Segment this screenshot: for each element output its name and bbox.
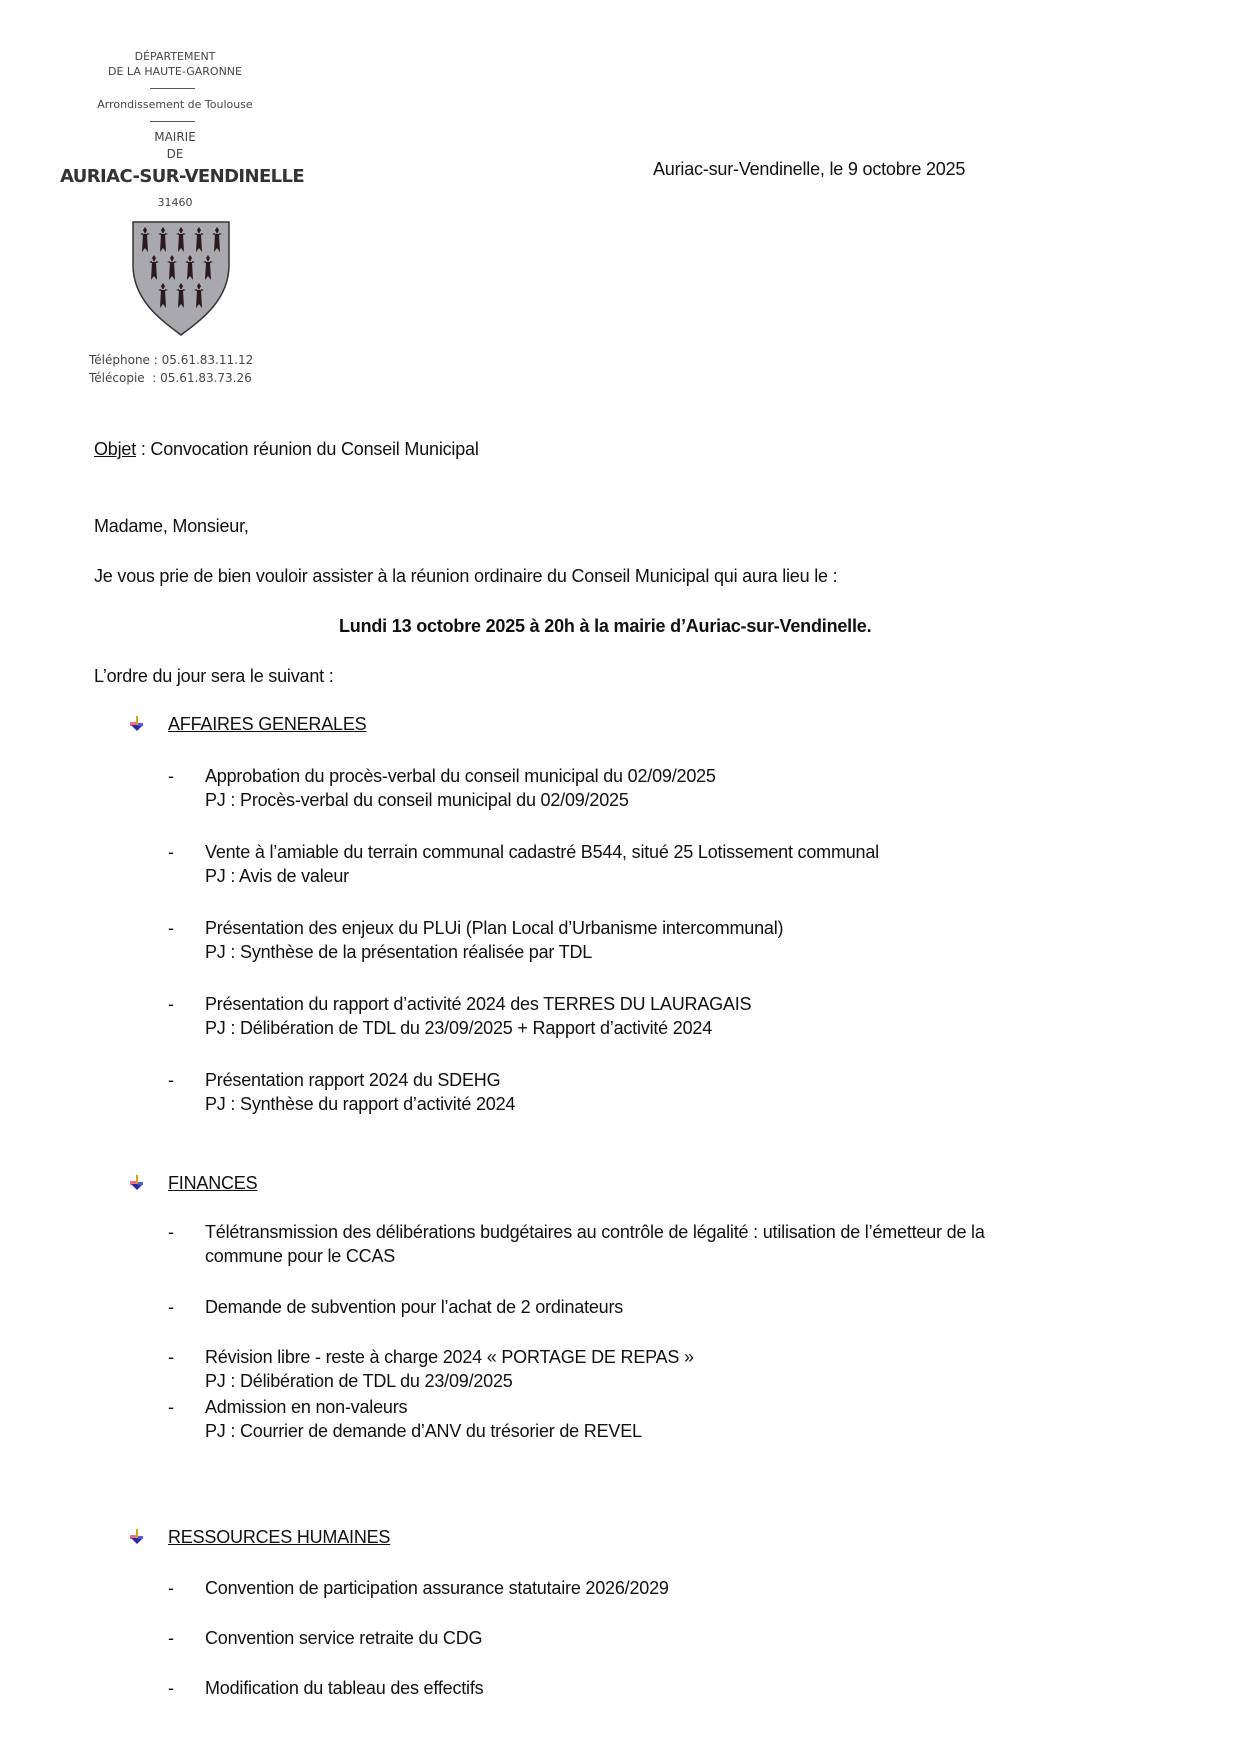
list-dash: - xyxy=(168,766,174,786)
postal-code: 31460 xyxy=(157,196,193,209)
list-dash: - xyxy=(168,1397,174,1417)
attachment-note: PJ : Synthèse de la présentation réalisée par TDL xyxy=(205,942,593,962)
agenda-item: Télétransmission des délibérations budgétaires au contrôle de légalité : utilisation de l’émetteur de la xyxy=(205,1222,985,1242)
list-dash: - xyxy=(168,1578,174,1598)
section-title: FINANCES xyxy=(168,1173,258,1193)
subject-line xyxy=(94,438,479,460)
agenda-item: Modification du tableau des effectifs xyxy=(205,1678,484,1698)
section-title: RESSOURCES HUMAINES xyxy=(168,1527,391,1547)
agenda-intro: L’ordre du jour sera le suivant : xyxy=(94,666,334,686)
list-dash: - xyxy=(168,994,174,1014)
agenda-item: Présentation rapport 2024 du SDEHG xyxy=(205,1070,501,1090)
agenda-item-continuation: commune pour le CCAS xyxy=(205,1246,396,1266)
agenda-item: Demande de subvention pour l’achat de 2 ordinateurs xyxy=(205,1297,624,1317)
agenda-item: Présentation des enjeux du PLUi (Plan Local d’Urbanisme intercommunal) xyxy=(205,918,784,938)
attachment-note: PJ : Procès-verbal du conseil municipal du 02/09/2025 xyxy=(205,790,629,810)
down-arrow-bullet-icon xyxy=(128,715,146,733)
coat-of-arms-icon xyxy=(131,220,231,337)
attachment-note: PJ : Délibération de TDL du 23/09/2025 + Rapport d’activité 2024 xyxy=(205,1018,713,1038)
subject-label: Objet xyxy=(94,439,137,459)
telephone: Téléphone : 05.61.83.11.12 xyxy=(89,353,254,367)
agenda-item: Présentation du rapport d’activité 2024 des TERRES DU LAURAGAIS xyxy=(205,994,752,1014)
attachment-note: PJ : Synthèse du rapport d’activité 2024 xyxy=(205,1094,516,1114)
date-line: Auriac-sur-Vendinelle, le 9 octobre 2025 xyxy=(653,159,966,179)
list-dash: - xyxy=(168,1070,174,1090)
list-dash: - xyxy=(168,918,174,938)
divider xyxy=(150,121,195,122)
intro-paragraph: Je vous prie de bien vouloir assister à la réunion ordinaire du Conseil Municipal qui aura lieu le : xyxy=(94,566,838,586)
meeting-details: Lundi 13 octobre 2025 à 20h à la mairie d’Auriac-sur-Vendinelle. xyxy=(339,616,872,636)
list-dash: - xyxy=(168,1347,174,1367)
attachment-note: PJ : Avis de valeur xyxy=(205,866,349,886)
list-dash: - xyxy=(168,842,174,862)
subject-text: : Convocation réunion du Conseil Municipal xyxy=(136,439,479,459)
de-label: DE xyxy=(166,147,184,161)
agenda-item: Révision libre - reste à charge 2024 « PORTAGE DE REPAS » xyxy=(205,1347,694,1367)
attachment-note: PJ : Délibération de TDL du 23/09/2025 xyxy=(205,1371,513,1391)
agenda-item: Vente à l’amiable du terrain communal cadastré B544, situé 25 Lotissement communal xyxy=(205,842,879,862)
department-line-2: DE LA HAUTE-GARONNE xyxy=(108,65,242,78)
arrondissement: Arrondissement de Toulouse xyxy=(97,98,253,111)
agenda-item: Admission en non-valeurs xyxy=(205,1397,408,1417)
list-dash: - xyxy=(168,1678,174,1698)
attachment-note: PJ : Courrier de demande d’ANV du trésorier de REVEL xyxy=(205,1421,642,1441)
down-arrow-bullet-icon xyxy=(128,1174,146,1192)
divider xyxy=(150,88,195,89)
agenda-item: Approbation du procès-verbal du conseil municipal du 02/09/2025 xyxy=(205,766,716,786)
list-dash: - xyxy=(168,1297,174,1317)
salutation: Madame, Monsieur, xyxy=(94,516,249,536)
commune-name: AURIAC-SUR-VENDINELLE xyxy=(60,166,305,187)
agenda-item: Convention service retraite du CDG xyxy=(205,1628,483,1648)
list-dash: - xyxy=(168,1628,174,1648)
down-arrow-bullet-icon xyxy=(128,1528,146,1546)
section-title: AFFAIRES GENERALES xyxy=(168,714,367,734)
agenda-item: Convention de participation assurance statutaire 2026/2029 xyxy=(205,1578,669,1598)
list-dash: - xyxy=(168,1222,174,1242)
telecopie: Télécopie : 05.61.83.73.26 xyxy=(89,371,252,385)
department-line-1: DÉPARTEMENT xyxy=(134,50,216,63)
mairie-label: MAIRIE xyxy=(154,130,196,144)
